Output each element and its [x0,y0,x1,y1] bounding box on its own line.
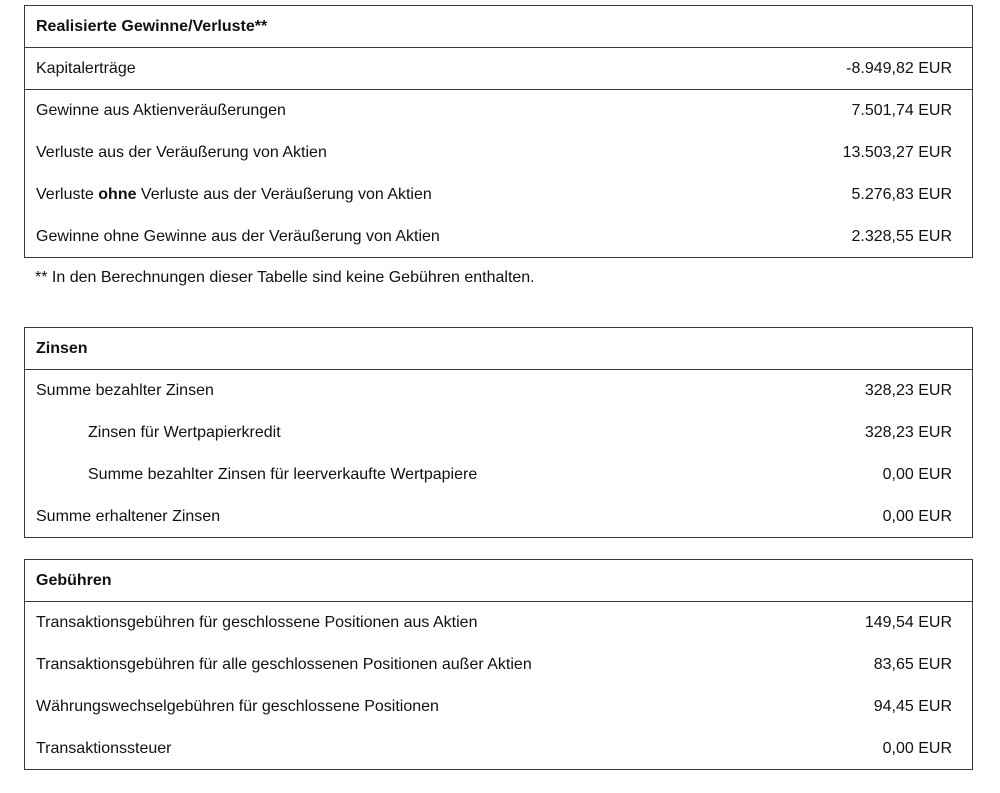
row-value: 0,00 EUR [882,740,952,757]
table-row [25,412,972,454]
table-row [25,644,972,686]
row-value: -8.949,82 EUR [846,60,952,77]
row-value: 83,65 EUR [873,656,952,673]
row-label: Währungswechselgebühren für geschlossene Positionen [36,698,439,715]
row-label: Kapitalerträge [36,60,136,77]
row-label-pre: Verluste [36,186,99,203]
fees-title: Gebühren [25,560,972,602]
row-value: 5.276,83 EUR [851,186,952,203]
row-value: 328,23 EUR [864,424,952,441]
row-label: Gewinne ohne Gewinne aus der Veräußerung von Aktien [36,228,440,245]
row-label: Transaktionsgebühren für alle geschlossenen Positionen außer Aktien [36,656,532,673]
row-value: 149,54 EUR [864,614,952,631]
row-value: 94,45 EUR [873,698,952,715]
row-value: 2.328,55 EUR [851,228,952,245]
row-label: Zinsen für Wertpapierkredit [88,424,281,441]
row-label: Transaktionssteuer [36,740,172,757]
row-value: 7.501,74 EUR [851,102,952,119]
table-row [25,370,972,412]
table-row [25,174,972,216]
row-label: Gewinne aus Aktienveräußerungen [36,102,286,119]
row-value: 328,23 EUR [864,382,952,399]
interest-title: Zinsen [25,328,972,370]
row-value: 0,00 EUR [882,508,952,525]
table-row [25,728,972,770]
table-row [25,602,972,644]
table-row [25,90,972,132]
table-row [25,454,972,496]
interest-table [24,327,973,538]
table-row [25,216,972,258]
table-row [25,48,972,90]
realized-gains-losses-title: Realisierte Gewinne/Verluste** [25,6,972,48]
row-label: Verluste aus der Veräußerung von Aktien [36,144,327,161]
row-label-post: Verluste aus der Veräußerung von Aktien [136,186,432,203]
row-label: Transaktionsgebühren für geschlossene Positionen aus Aktien [36,614,478,631]
row-label-bold: ohne [98,186,137,203]
row-label: Summe bezahlter Zinsen für leerverkaufte Wertpapiere [88,466,478,483]
row-value: 0,00 EUR [882,466,952,483]
row-label [36,186,432,203]
table-row [25,496,972,538]
row-label: Summe erhaltener Zinsen [36,508,221,525]
realized-gains-losses-table [24,5,973,258]
table-row [25,686,972,728]
table-row [25,132,972,174]
row-label: Summe bezahlter Zinsen [36,382,214,399]
row-value: 13.503,27 EUR [842,144,952,161]
fees-footnote: ** In den Berechnungen dieser Tabelle sind keine Gebühren enthalten. [35,269,535,286]
fees-table [24,559,973,770]
